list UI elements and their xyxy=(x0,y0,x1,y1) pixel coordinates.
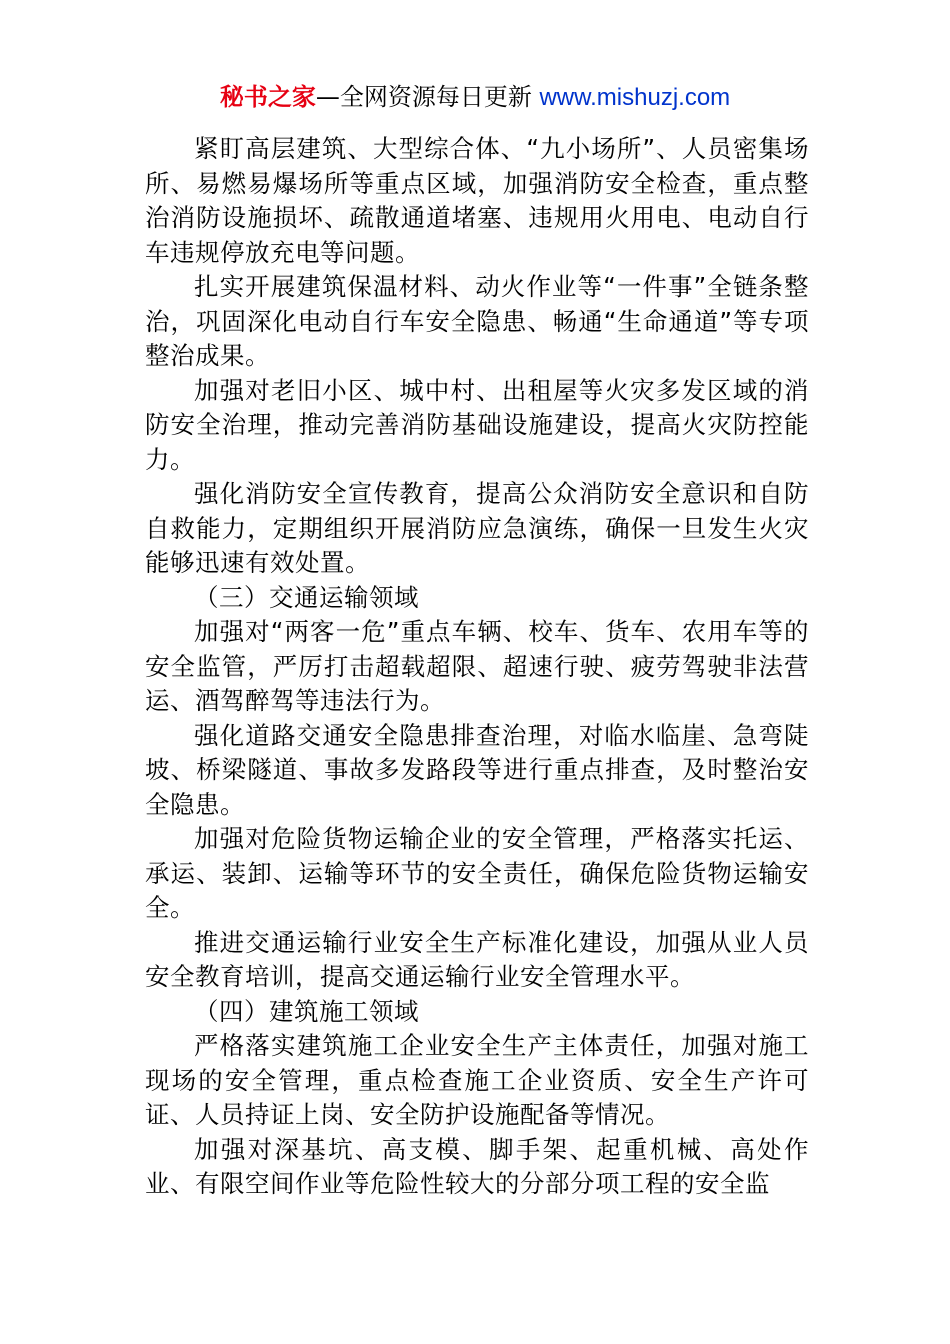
paragraph: 加强对危险货物运输企业的安全管理，严格落实托运、承运、装卸、运输等环节的安全责任，确保危险货物运输安全。 xyxy=(145,824,809,922)
document-body xyxy=(145,132,809,1202)
paragraph: 加强对“两客一危”重点车辆、校车、货车、农用车等的安全监管，严厉打击超载超限、超速行驶、疲劳驾驶非法营运、酒驾醉驾等违法行为。 xyxy=(145,617,809,715)
paragraph: 加强对老旧小区、城中村、出租屋等火灾多发区域的消防安全治理，推动完善消防基础设施建设，提高火灾防控能力。 xyxy=(145,375,809,474)
paragraph: 强化消防安全宣传教育，提高公众消防安全意识和自防自救能力，定期组织开展消防应急演练，确保一旦发生火灾能够迅速有效处置。 xyxy=(145,479,809,577)
paragraph: 推进交通运输行业安全生产标准化建设，加强从业人员安全教育培训，提高交通运输行业安全管理水平。 xyxy=(145,927,809,991)
site-header xyxy=(0,80,950,115)
site-url-link[interactable]: www.mishuzj.com xyxy=(539,84,731,111)
section-heading: （三）交通运输领域 xyxy=(194,582,419,612)
site-brand: 秘书之家 xyxy=(219,83,316,111)
paragraph: 加强对深基坑、高支模、脚手架、起重机械、高处作业、有限空间作业等危险性较大的分部分项工程的安全监 xyxy=(145,1134,809,1198)
paragraph: 严格落实建筑施工企业安全生产主体责任，加强对施工现场的安全管理，重点检查施工企业资质、安全生产许可证、人员持证上岗、安全防护设施配备等情况。 xyxy=(145,1031,809,1129)
site-slogan: —全网资源每日更新 xyxy=(315,83,532,111)
paragraph: 紧盯高层建筑、大型综合体、“九小场所”、人员密集场所、易燃易爆场所等重点区域，加强消防安全检查，重点整治消防设施损坏、疏散通道堵塞、违规用火用电、电动自行车违规停放充电等问题。 xyxy=(145,134,809,267)
paragraph: 强化道路交通安全隐患排查治理，对临水临崖、急弯陡坡、桥梁隧道、事故多发路段等进行重点排查，及时整治安全隐患。 xyxy=(145,720,809,819)
section-heading: （四）建筑施工领域 xyxy=(194,996,419,1026)
paragraph: 扎实开展建筑保温材料、动火作业等“一件事”全链条整治，巩固深化电动自行车安全隐患、畅通“生命通道”等专项整治成果。 xyxy=(145,272,809,370)
